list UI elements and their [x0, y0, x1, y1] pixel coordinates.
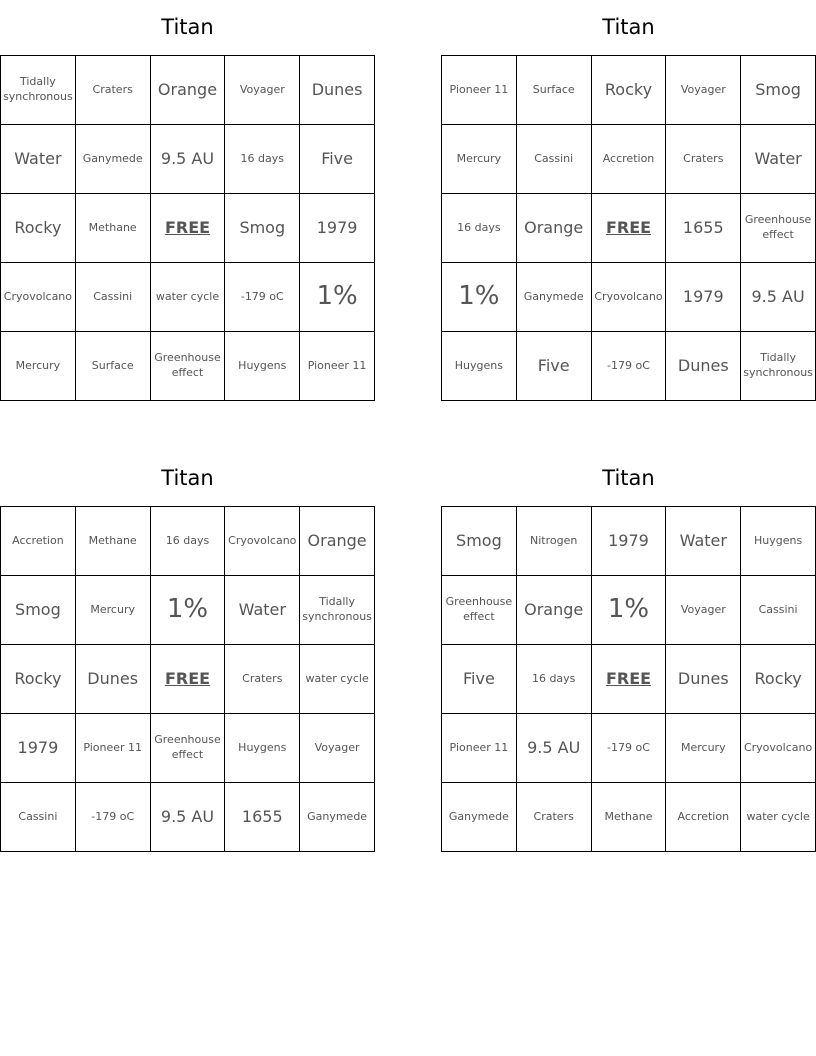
bingo-cell: Pioneer 11: [300, 332, 375, 401]
bingo-cell: Methane: [75, 507, 150, 576]
bingo-cell: 1979: [591, 507, 666, 576]
bingo-cell: 1979: [1, 714, 76, 783]
bingo-cell: Five: [300, 125, 375, 194]
card-title: Titan: [602, 15, 655, 39]
bingo-cell: Ganymede: [516, 263, 591, 332]
bingo-cell: Cassini: [741, 576, 816, 645]
bingo-cell: Tidally synchronous: [741, 332, 816, 401]
bingo-cell: Accretion: [591, 125, 666, 194]
free-space-cell: FREE: [150, 194, 225, 263]
bingo-cell: Voyager: [666, 56, 741, 125]
grid-row: [442, 194, 816, 263]
bingo-cell: -179 oC: [591, 332, 666, 401]
bingo-cell: Water: [225, 576, 300, 645]
bingo-cell: Dunes: [666, 645, 741, 714]
bingo-cell: Craters: [516, 783, 591, 852]
bingo-cell: 9.5 AU: [150, 783, 225, 852]
grid-row: [442, 576, 816, 645]
grid-row: [1, 576, 375, 645]
bingo-cell: Methane: [75, 194, 150, 263]
bingo-grid: [0, 55, 375, 401]
bingo-card-1: [0, 0, 375, 401]
grid-row: [442, 56, 816, 125]
bingo-card-3: [0, 451, 375, 852]
bingo-cell: 1655: [666, 194, 741, 263]
bingo-cell: Tidally synchronous: [1, 56, 76, 125]
bingo-cell: 1%: [442, 263, 517, 332]
bingo-cell: Smog: [1, 576, 76, 645]
bingo-cell: Cryovolcano: [225, 507, 300, 576]
bingo-cell: Surface: [75, 332, 150, 401]
bingo-cell: Nitrogen: [516, 507, 591, 576]
bingo-cell: 9.5 AU: [741, 263, 816, 332]
bingo-cell: Five: [442, 645, 517, 714]
bingo-cell: water cycle: [300, 645, 375, 714]
grid-row: [1, 125, 375, 194]
bingo-cell: Methane: [591, 783, 666, 852]
bingo-cell: Craters: [225, 645, 300, 714]
bingo-grid: [0, 506, 375, 852]
bingo-cell: Orange: [516, 194, 591, 263]
grid-row: [1, 507, 375, 576]
grid-row: [1, 332, 375, 401]
bingo-cell: 9.5 AU: [516, 714, 591, 783]
bingo-cell: Surface: [516, 56, 591, 125]
bingo-cell: Greenhouse effect: [741, 194, 816, 263]
bingo-cell: Huygens: [225, 714, 300, 783]
bingo-cell: Cassini: [1, 783, 76, 852]
grid-row: [442, 263, 816, 332]
bingo-cell: Dunes: [666, 332, 741, 401]
bingo-cell: Mercury: [1, 332, 76, 401]
bingo-cell: Greenhouse effect: [150, 714, 225, 783]
grid-row: [1, 263, 375, 332]
bingo-cell: Voyager: [225, 56, 300, 125]
bingo-cell: Cassini: [516, 125, 591, 194]
bingo-cell: 9.5 AU: [150, 125, 225, 194]
bingo-cell: 1%: [300, 263, 375, 332]
bingo-cell: Smog: [741, 56, 816, 125]
bingo-cell: Pioneer 11: [442, 714, 517, 783]
bingo-cell: Voyager: [300, 714, 375, 783]
bingo-cell: Smog: [225, 194, 300, 263]
bingo-cell: Huygens: [741, 507, 816, 576]
bingo-cell: 16 days: [225, 125, 300, 194]
bingo-cell: Cryovolcano: [1, 263, 76, 332]
grid-row: [1, 645, 375, 714]
bingo-cell: Water: [1, 125, 76, 194]
free-space-cell: FREE: [150, 645, 225, 714]
bingo-cell: Mercury: [75, 576, 150, 645]
bingo-cell: Rocky: [741, 645, 816, 714]
bingo-card-4: [441, 451, 816, 852]
card-title: Titan: [161, 15, 214, 39]
bingo-cell: Accretion: [1, 507, 76, 576]
bingo-cell: Cryovolcano: [741, 714, 816, 783]
card-title: Titan: [161, 466, 214, 490]
bingo-cell: water cycle: [741, 783, 816, 852]
grid-row: [442, 645, 816, 714]
free-space-cell: FREE: [591, 645, 666, 714]
free-space-cell: FREE: [591, 194, 666, 263]
bingo-cell: Mercury: [442, 125, 517, 194]
grid-row: [1, 783, 375, 852]
bingo-cell: 1979: [666, 263, 741, 332]
bingo-cell: Pioneer 11: [442, 56, 517, 125]
bingo-cell: Ganymede: [300, 783, 375, 852]
bingo-cell: Cassini: [75, 263, 150, 332]
bingo-cell: Water: [741, 125, 816, 194]
bingo-cell: -179 oC: [591, 714, 666, 783]
bingo-cell: 1655: [225, 783, 300, 852]
bingo-cell: 1%: [150, 576, 225, 645]
bingo-cell: Greenhouse effect: [150, 332, 225, 401]
bingo-cell: Craters: [75, 56, 150, 125]
bingo-cell: Orange: [150, 56, 225, 125]
bingo-cell: Pioneer 11: [75, 714, 150, 783]
bingo-cell: Accretion: [666, 783, 741, 852]
bingo-cell: Smog: [442, 507, 517, 576]
bingo-cell: 1979: [300, 194, 375, 263]
bingo-cell: Huygens: [442, 332, 517, 401]
bingo-cell: Ganymede: [75, 125, 150, 194]
grid-row: [442, 125, 816, 194]
bingo-cell: Orange: [300, 507, 375, 576]
bingo-cell: Huygens: [225, 332, 300, 401]
bingo-cell: 1%: [591, 576, 666, 645]
grid-row: [1, 194, 375, 263]
grid-row: [1, 56, 375, 125]
grid-row: [442, 783, 816, 852]
bingo-cell: 16 days: [150, 507, 225, 576]
bingo-cell: Water: [666, 507, 741, 576]
bingo-cell: Voyager: [666, 576, 741, 645]
bingo-cell: 16 days: [516, 645, 591, 714]
bingo-cell: Craters: [666, 125, 741, 194]
bingo-cell: Mercury: [666, 714, 741, 783]
grid-row: [442, 332, 816, 401]
bingo-cell: -179 oC: [225, 263, 300, 332]
grid-row: [442, 714, 816, 783]
bingo-cell: Dunes: [75, 645, 150, 714]
bingo-cell: 16 days: [442, 194, 517, 263]
bingo-cell: Dunes: [300, 56, 375, 125]
bingo-cell: Greenhouse effect: [442, 576, 517, 645]
bingo-cell: Tidally synchronous: [300, 576, 375, 645]
bingo-cell: water cycle: [150, 263, 225, 332]
bingo-card-2: [441, 0, 816, 401]
bingo-cell: Cryovolcano: [591, 263, 666, 332]
card-title: Titan: [602, 466, 655, 490]
bingo-grid: [441, 506, 816, 852]
bingo-cell: -179 oC: [75, 783, 150, 852]
bingo-cell: Rocky: [1, 194, 76, 263]
grid-row: [1, 714, 375, 783]
bingo-cell: Rocky: [591, 56, 666, 125]
bingo-cell: Rocky: [1, 645, 76, 714]
bingo-grid: [441, 55, 816, 401]
bingo-cell: Orange: [516, 576, 591, 645]
grid-row: [442, 507, 816, 576]
bingo-cell: Five: [516, 332, 591, 401]
bingo-cell: Ganymede: [442, 783, 517, 852]
